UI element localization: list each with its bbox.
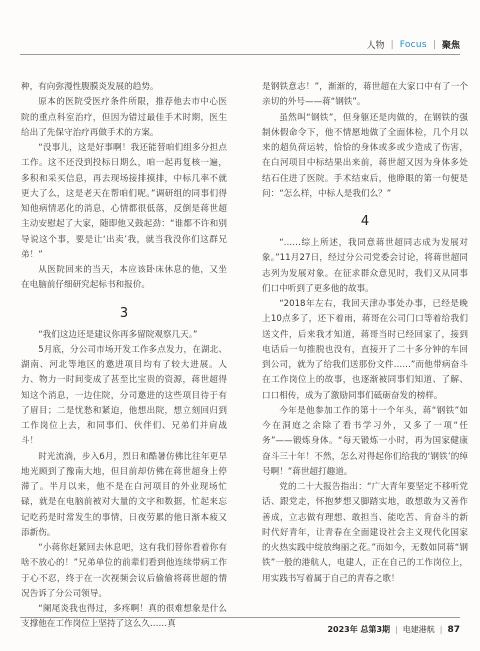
paragraph: 虽然叫“钢铁”，但身躯还是肉做的，在钢铁的强制休假命令下，他不情愿地做了全面体检，几个月以来的超负荷运转，恰恰的身体或多或少造成了伤害，在白河项目中标结果出来前，蒋世超又因为身体多处结石住进了医院。手术结束后，他睁眼的第一句便是问：“怎么样，中标人是我们么？” (262, 112, 468, 199)
paragraph: 党的二十大报告指出：“广大青年要坚定不移听党话、跟党走，怀抱梦想又脚踏实地，敢想敢为又善作善成，立志做有理想、敢担当、能吃苦、肯奋斗的新时代好青年，让青春在全面建设社会主义现代化国家的火热实践中绽放绚丽之花。”而如今，无数如同蒋“钢铁”一般的港航人，电建人，正在自己的工作岗位上，用实践书写着属于自己的青春之歌！ (262, 482, 468, 584)
issue-label: 2023年 总第3期 (327, 625, 391, 634)
section-number: 4 (360, 214, 370, 229)
paragraph: 种，有向弥漫性腹膜炎发展的趋势。 (21, 82, 159, 92)
paragraph: “小蒋你赶紧回去休息吧，这有我们替你看着你有啥不放心的！”兄弟单位的前辈们看到他连续带病工作于心不忍，终于在一次视频会议后偷偷将蒋世超的情况告诉了分公司领导。 (21, 543, 227, 599)
paragraph: “2018年左右，我回天津办事处办事，已经是晚上10点多了，还下着雨，蒋哥在公司门口等着给我们送文件，后来我才知道，蒋哥当时已经回家了，接到电话后一句推脱也没有，直接开了二十多分钟的车回到公司，就为了给我们送那份文件……”而他带病奋斗在工作岗位上的故事，也逐渐被同事们知道、了解、口口相传，成为了激励同事们砥砺奋发的榜样。 (262, 299, 468, 401)
header-separator: | (390, 39, 394, 50)
paragraph: “没事儿，这是好事啊！我还能替咱们组多分担点工作。这不还没到投标日期么，咱一起再复核一遍，多积和采买信息，再去现场接排摸排，中标几率不就更大了么，这是老天在帮咱们呢。”调研组的同事们得知他病情恶化的消息，心情都很低落，反倒是蒋世超主动安慰起了大家，随即他又鼓起劲：“谁都不许和别导说这个事，要是让‘出卖’我，就当我没你们这群兄弟！” (21, 143, 227, 260)
section-label: 人物 (366, 41, 385, 51)
header-separator: | (432, 39, 436, 50)
jujiao-label: 聚焦 (441, 41, 460, 51)
page-number: 87 (447, 624, 460, 635)
footer-separator: | (395, 625, 398, 634)
paragraph: 是钢铁意志！”，渐渐的，蒋世超在大家口中有了一个亲切的外号——蒋“钢铁”。 (262, 82, 468, 108)
paragraph: 时光流淌，步入6月，烈日和酷暑仿佛比往年更早地光顾到了豫南大地，但目前却仿佛在蒋世超身上停滞了。半月以来，他不是在白河项目的外业现场忙碌，就是在电脑前被对大量的文字和数据，忙起来忘记吃药是时常发生的事情，日夜劳累的他日渐本疲又添新伤。 (21, 451, 227, 538)
section-number: 3 (119, 305, 129, 321)
paragraph: 原本的医院受医疗条件所限，推荐他去市中心医院的重点科室治疗，但因为错过最佳手术时期，医生给出了先保守治疗再做手术的方案。 (21, 97, 227, 138)
page-header (367, 38, 460, 51)
footer-rule (20, 617, 460, 618)
left-column (21, 80, 227, 633)
header-rule (20, 54, 460, 55)
paragraph: “阑尾炎我也得过，多疼啊！真的很难想象是什么支撑他在工作岗位上坚持了这么久……真 (21, 604, 227, 630)
footer-separator: | (439, 625, 443, 634)
paragraph: “……综上所述，我同意蒋世超同志成为发展对象。”11月27日，经过分公司党委会讨论，将蒋世超同志列为发展对象。在征求群众意见时，我们又从同事们口中听到了更多他的故事。 (262, 238, 468, 294)
magazine-name: 电建港航 (402, 625, 435, 634)
paragraph: 今年是他参加工作的第十一个年头，蒋“钢铁”如今在洞庭之余除了看书学习外，又多了一项“任务”——锻炼身体。“每天锻炼一小时，再为国家健康奋斗三十年！不然，怎么对得起你们给我的‘钢铁’的绰号啊！”蒋世超打趣道。 (262, 405, 468, 477)
paragraph: “我们这边还是建议你再多留院观察几天。” (38, 329, 198, 340)
page-footer (327, 624, 460, 635)
paragraph: 5月底，分公司市场开发工作多点发力，在湖北、湖南、河北等地区的邀进项目均有了较大进展。人力、物力一时间变成了甚至比宝贵的资源，蒋世超得知这个消息，一边住院，分司邀进的这些项目待于有了眉目；二是忧愁和紧迫，他想出院，想立刻回归到工作岗位上去，和同事们、伙伴们、兄弟们并肩战斗！ (21, 344, 227, 447)
focus-label: Focus (399, 39, 427, 50)
paragraph: 从医院回来的当天，本应该卧床休息的他，又坐在电脑前仔细研究起标书和报价。 (21, 265, 227, 291)
right-column (262, 80, 468, 587)
